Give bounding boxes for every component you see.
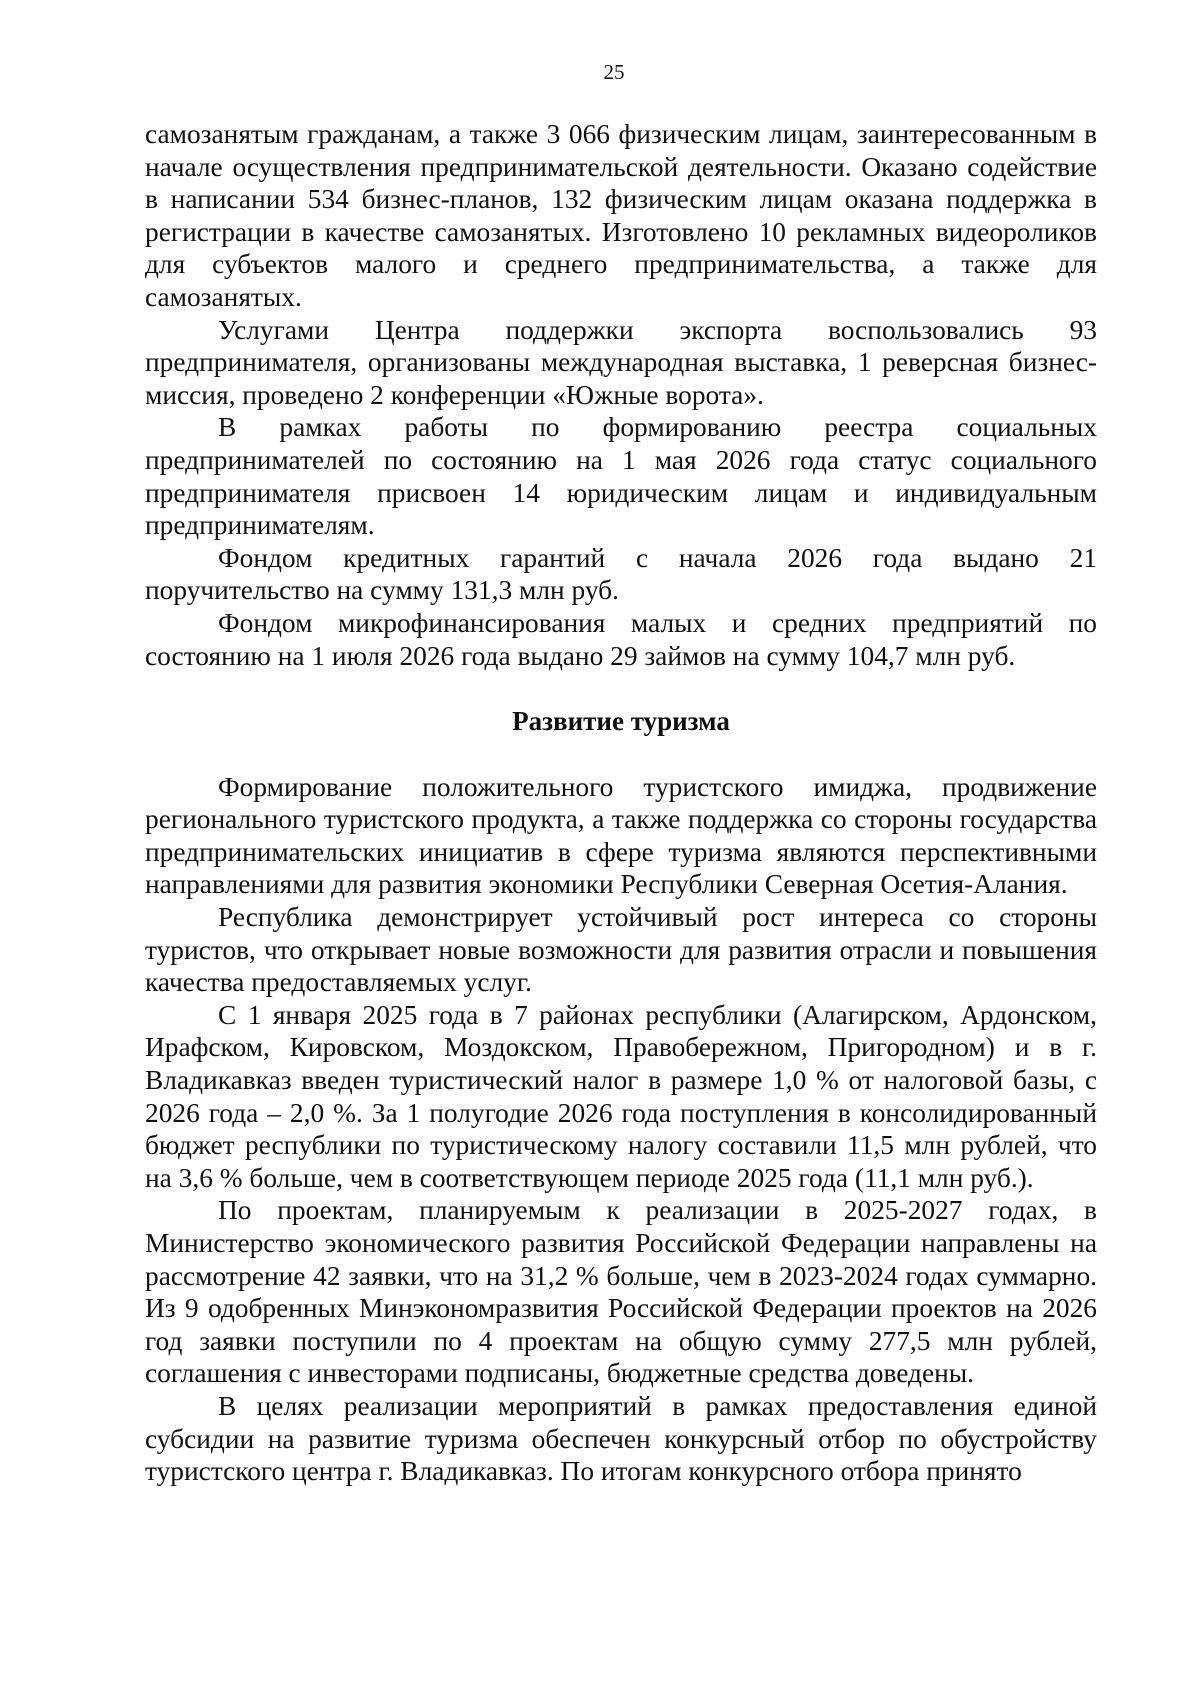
- document-body: [145, 118, 1097, 1488]
- page-number: 25: [603, 60, 625, 84]
- paragraph: Республика демонстрирует устойчивый рост интереса со стороны туристов, что открывает новые возможности для развития отрасли и повышения качества предоставляемых услуг.: [145, 902, 1097, 998]
- paragraph: Фондом кредитных гарантий с начала 2026 года выдано 21 поручительство на сумму 131,3 млн руб.: [145, 542, 1097, 606]
- paragraph: Фондом микрофинансирования малых и средних предприятий по состоянию на 1 июля 2026 года выдано 29 займов на сумму 104,7 млн руб.: [145, 607, 1097, 671]
- paragraph: Услугами Центра поддержки экспорта воспользовались 93 предпринимателя, организованы международная выставка, 1 реверсная бизнес-миссия, проведено 2 конференции «Южные ворота».: [145, 314, 1097, 410]
- paragraph: В рамках работы по формированию реестра социальных предпринимателей по состоянию на 1 мая 2026 года статус социального предпринимателя присвоен 14 юридическим лицам и индивидуальным предпринимателям.: [145, 412, 1097, 541]
- paragraph: По проектам, планируемым к реализации в 2025-2027 годах, в Министерство экономического развития Российской Федерации направлены на рассмотрение 42 заявки, что на 31,2 % больше, чем в 2023-2024 годах суммарно. Из 9 одобренных Минэкономразвития Российской Федерации проектов на 2026 год заявки поступили по 4 проектам на общую сумму 277,5 млн рублей, соглашения с инвесторами подписаны, бюджетные средства доведены.: [145, 1195, 1097, 1389]
- paragraph: С 1 января 2025 года в 7 районах республики (Алагирском, Ардонском, Ирафском, Кировском, Моздокском, Правобережном, Пригородном) и в г. Владикавказ введен туристический налог в размере 1,0 % от налоговой базы, с 2026 года – 2,0 %. За 1 полугодие 2026 года поступления в консолидированный бюджет республики по туристическому налогу составили 11,5 млн рублей, что на 3,6 % больше, чем в соответствующем периоде 2025 года (11,1 млн руб.).: [145, 999, 1097, 1193]
- section-heading: Развитие туризма: [512, 706, 730, 737]
- paragraph: В целях реализации мероприятий в рамках предоставления единой субсидии на развитие туризма обеспечен конкурсный отбор по обустройству туристского центра г. Владикавказ. По итогам конкурсного отбора принято: [145, 1390, 1097, 1487]
- paragraph: Формирование положительного туристского имиджа, продвижение регионального туристского продукта, а также поддержка со стороны государства предпринимательских инициатив в сфере туризма являются перспективными направлениями для развития экономики Республики Северная Осетия-Алания.: [145, 771, 1097, 900]
- paragraph: самозанятым гражданам, а также 3 066 физическим лицам, заинтересованным в начале осуществления предпринимательской деятельности. Оказано содействие в написании 534 бизнес-планов, 132 физическим лицам оказана поддержка в регистрации в качестве самозанятых. Изготовлено 10 рекламных видеороликов для субъектов малого и среднего предпринимательства, а также для самозанятых.: [145, 119, 1097, 312]
